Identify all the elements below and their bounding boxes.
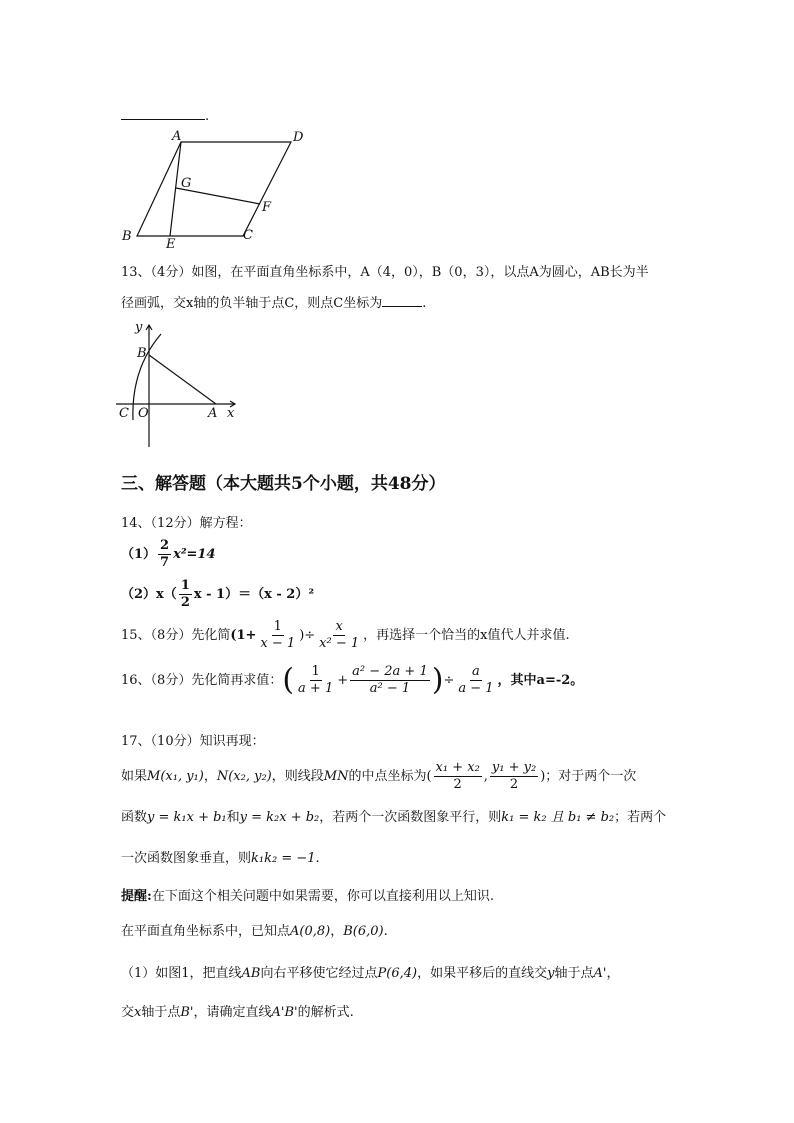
question-17-line2 <box>121 806 666 825</box>
fraction-a-over-a-minus-1 <box>456 664 495 697</box>
denominator: 2 <box>453 777 462 792</box>
point-n: N(x₂, y₂) <box>216 769 272 784</box>
left-paren: ( <box>282 662 295 698</box>
segment-mn: MN <box>323 769 349 784</box>
label-x: x <box>227 406 235 421</box>
question-17-given <box>121 920 388 939</box>
answer-blank-line <box>121 105 205 120</box>
label-e: E <box>166 237 176 250</box>
denominator: 2 <box>509 777 519 792</box>
text: 函数 <box>121 810 148 825</box>
segment-ab <box>149 355 216 404</box>
label-b: B <box>122 229 132 244</box>
text: （1）如图1，把直线 <box>121 966 242 981</box>
denominator: x − 1 <box>260 636 296 651</box>
numerator: y₁ + y₂ <box>491 760 537 775</box>
question-13-line1: 13、（4分）如图，在平面直角坐标系中，A（4，0），B（0，3），以点A为圆心，AB长为半 <box>121 265 649 280</box>
label-a: A <box>172 129 182 144</box>
question-13-end: . <box>422 296 427 311</box>
equation-right: x - 1）＝（x - 2）² <box>193 587 315 602</box>
parallelogram-figure <box>115 125 315 250</box>
question-17-head: 17、（10分）知识再现： <box>121 734 265 749</box>
question-17-part1-line2 <box>121 1001 354 1020</box>
text: 在平面直角坐标系中，已知点 <box>121 924 291 939</box>
question-17-line3 <box>121 847 320 866</box>
text: 一次函数图象垂直，则 <box>121 851 252 866</box>
numerator: x₁ + x₂ <box>435 760 480 775</box>
question-13-text: 径画弧，交x轴的负半轴于点C，则点C坐标为 <box>121 296 383 311</box>
midpoint-y-fraction <box>490 760 538 793</box>
divide-sign: ÷ <box>443 673 455 688</box>
blank-end-period: . <box>205 109 210 124</box>
text: )；对于两个一次 <box>540 769 637 784</box>
question-16 <box>121 664 583 697</box>
text: ，如果平移后的直线交 <box>417 966 548 981</box>
tip-label: 提醒: <box>121 889 152 904</box>
y-axis-name: y <box>547 966 555 981</box>
part-label: （2） <box>121 587 157 602</box>
denominator: a + 1 <box>298 681 334 696</box>
previous-answer-blank <box>121 105 209 124</box>
numerator: 1 <box>311 664 320 679</box>
text: 轴于点 <box>141 1005 181 1020</box>
expr-open: (1+ <box>230 628 257 643</box>
text: ， <box>606 966 620 981</box>
right-paren: ) <box>431 662 444 698</box>
separator: ， <box>330 924 344 939</box>
numerator: a² − 2a + 1 <box>352 664 428 679</box>
numerator: 1 <box>273 619 282 634</box>
question-14-part1 <box>121 538 216 571</box>
label-g: G <box>181 176 192 191</box>
denominator: 2 <box>180 595 190 610</box>
question-17-line1 <box>121 760 636 793</box>
denominator: x² − 1 <box>319 636 360 651</box>
question-17-part1-line1 <box>121 962 619 981</box>
text: 轴于点 <box>554 966 594 981</box>
label-c: C <box>243 228 253 243</box>
separator: ， <box>203 769 217 784</box>
function-2: y = k₂x + b₂ <box>239 810 320 825</box>
text: . <box>383 924 388 939</box>
question-15 <box>121 619 570 652</box>
question-14-head: 14、（12分）解方程： <box>121 516 252 531</box>
parallelogram-abcd <box>137 142 291 236</box>
text: ，则线段 <box>271 769 324 784</box>
section-3-title: 三、解答题（本大题共5个小题，共48分） <box>121 474 446 494</box>
numerator: a <box>472 664 480 679</box>
text: . <box>315 851 320 866</box>
text: ，请确定直线 <box>193 1005 272 1020</box>
part-label: （1） <box>121 547 157 562</box>
label-c: C <box>119 406 129 421</box>
denominator: a² − 1 <box>369 681 411 696</box>
line-ab: AB <box>241 966 261 981</box>
numerator: 2 <box>160 538 170 553</box>
fraction-1-over-x-minus-1 <box>258 619 297 652</box>
question-15-head: 15、（8分）先化简 <box>121 628 231 643</box>
point-b-prime: B' <box>180 1005 194 1020</box>
fraction-quadratic <box>350 664 430 697</box>
label-f: F <box>262 200 272 215</box>
point-b: B(6,0) <box>343 924 384 939</box>
x-axis-name: x <box>134 1005 142 1020</box>
label-b: B <box>137 346 147 361</box>
fraction-1-over-a-plus-1 <box>296 664 335 697</box>
label-y: y <box>135 320 143 335</box>
equation-left: x（ <box>156 587 177 602</box>
question-16-tail: ，其中a=-2。 <box>497 673 584 688</box>
denominator: a − 1 <box>458 681 494 696</box>
question-14-part2 <box>121 578 314 611</box>
label-d: D <box>293 130 304 145</box>
fraction-2-7 <box>158 538 171 571</box>
plus-sign: + <box>337 673 349 688</box>
text: ；若两个 <box>614 810 667 825</box>
perpendicular-condition: k₁k₂ = −1 <box>251 851 316 866</box>
function-1: y = k₁x + b₁ <box>147 810 227 825</box>
text: 交 <box>121 1005 135 1020</box>
question-17-tip <box>121 885 494 904</box>
point-a: A(0,8) <box>290 924 331 939</box>
numerator: x <box>335 619 343 634</box>
text: 的解析式. <box>297 1005 354 1020</box>
text: 的中点坐标为( <box>348 769 432 784</box>
question-15-tail: ，再选择一个恰当的x值代人并求值. <box>363 628 570 643</box>
parallel-condition: k₁ = k₂ 且 b₁ ≠ b₂ <box>501 810 615 825</box>
point-a-prime: A' <box>593 966 607 981</box>
numerator: 1 <box>180 578 190 593</box>
question-13-line2 <box>121 292 426 311</box>
midpoint-x-fraction <box>434 760 482 793</box>
point-m: M(x₁, y₁) <box>147 769 204 784</box>
label-o: O <box>138 406 149 421</box>
equation-rest: x²=14 <box>173 547 216 562</box>
point-p: P(6,4) <box>377 966 418 981</box>
denominator: 7 <box>160 555 170 570</box>
fraction-x-over-x2-minus-1 <box>317 619 361 652</box>
coordinate-figure <box>113 317 243 452</box>
label-a: A <box>208 406 218 421</box>
text: 向右平移使它经过点 <box>260 966 378 981</box>
text: 如果 <box>121 769 148 784</box>
text: 和 <box>226 810 240 825</box>
comma: , <box>483 769 488 784</box>
fraction-1-2 <box>179 578 192 611</box>
tip-text: 在下面这个相关问题中如果需要，你可以直接利用以上知识. <box>151 889 494 904</box>
expr-mid: )÷ <box>299 628 316 643</box>
text: ，若两个一次函数图象平行，则 <box>319 810 502 825</box>
answer-blank <box>382 294 422 307</box>
line-a-prime-b-prime: A'B' <box>271 1005 298 1020</box>
question-16-head: 16、（8分）先化简再求值： <box>121 673 283 688</box>
